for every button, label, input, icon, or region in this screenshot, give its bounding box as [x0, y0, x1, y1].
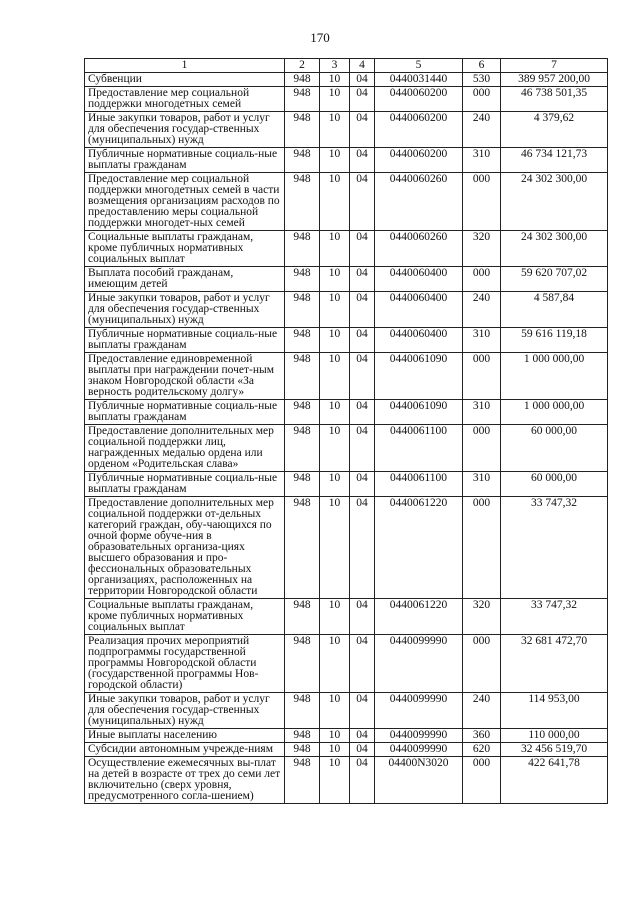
column-header: 3	[320, 59, 350, 73]
column-header: 4	[350, 59, 375, 73]
row-section-cell: 10	[320, 353, 350, 400]
row-admin-code-cell: 948	[285, 148, 320, 173]
row-expense-type-cell: 310	[463, 148, 501, 173]
row-subsection-cell: 04	[350, 729, 375, 743]
row-target-code-cell: 0440061100	[375, 425, 463, 472]
row-subsection-cell: 04	[350, 173, 375, 231]
row-name-cell: Предоставление дополнительных мер социальной поддержки лиц, награжденных медалью ордена или орденом «Родительская слава»	[85, 425, 285, 472]
row-section-cell: 10	[320, 425, 350, 472]
row-target-code-cell: 0440099990	[375, 743, 463, 757]
row-subsection-cell: 04	[350, 292, 375, 328]
row-subsection-cell: 04	[350, 73, 375, 87]
row-section-cell: 10	[320, 87, 350, 112]
row-subsection-cell: 04	[350, 112, 375, 148]
row-admin-code-cell: 948	[285, 693, 320, 729]
table-row	[85, 497, 608, 599]
row-section-cell: 10	[320, 267, 350, 292]
table-row	[85, 112, 608, 148]
page-number: 170	[310, 30, 330, 45]
row-admin-code-cell: 948	[285, 472, 320, 497]
row-subsection-cell: 04	[350, 148, 375, 173]
row-target-code-cell: 0440061090	[375, 400, 463, 425]
row-expense-type-cell: 240	[463, 112, 501, 148]
row-name-cell: Предоставление мер социальной поддержки многодетных семей	[85, 87, 285, 112]
row-expense-type-cell: 000	[463, 497, 501, 599]
table-header-row	[85, 59, 608, 73]
row-name-cell: Публичные нормативные социаль-ные выплаты гражданам	[85, 472, 285, 497]
row-amount-cell: 32 456 519,70	[501, 743, 608, 757]
row-name-cell: Осуществление ежемесячных вы-плат на детей в возрасте от трех до семи лет включительно (сверх уровня, предусмотренного согла-шением)	[85, 757, 285, 804]
row-name-cell: Субсидии автономным учрежде-ниям	[85, 743, 285, 757]
row-target-code-cell: 0440060400	[375, 292, 463, 328]
row-name-cell: Иные закупки товаров, работ и услуг для обеспечения государ-ственных (муниципальных) нужд	[85, 112, 285, 148]
table-row	[85, 757, 608, 804]
row-name-cell: Иные закупки товаров, работ и услуг для обеспечения государ-ственных (муниципальных) нужд	[85, 693, 285, 729]
row-expense-type-cell: 000	[463, 353, 501, 400]
row-name-cell: Социальные выплаты гражданам, кроме публичных нормативных социальных выплат	[85, 231, 285, 267]
row-section-cell: 10	[320, 729, 350, 743]
row-expense-type-cell: 310	[463, 400, 501, 425]
row-target-code-cell: 0440060260	[375, 173, 463, 231]
row-admin-code-cell: 948	[285, 425, 320, 472]
row-expense-type-cell: 530	[463, 73, 501, 87]
table-row	[85, 425, 608, 472]
row-name-cell: Предоставление единовременной выплаты при награждении почет-ным знаком Новгородской области «За верность родительскому долгу»	[85, 353, 285, 400]
row-name-cell: Предоставление мер социальной поддержки многодетных семей в части возмещения организациям расходов по предоставлению меры социальной поддержки многодет-ных семей	[85, 173, 285, 231]
row-amount-cell: 389 957 200,00	[501, 73, 608, 87]
row-subsection-cell: 04	[350, 353, 375, 400]
row-expense-type-cell: 360	[463, 729, 501, 743]
row-admin-code-cell: 948	[285, 112, 320, 148]
row-expense-type-cell: 000	[463, 425, 501, 472]
row-subsection-cell: 04	[350, 425, 375, 472]
row-section-cell: 10	[320, 292, 350, 328]
row-target-code-cell: 0440060200	[375, 148, 463, 173]
row-target-code-cell: 0440099990	[375, 635, 463, 693]
row-name-cell: Социальные выплаты гражданам, кроме публичных нормативных социальных выплат	[85, 599, 285, 635]
row-target-code-cell: 0440099990	[375, 693, 463, 729]
column-header: 2	[285, 59, 320, 73]
row-name-cell: Субвенции	[85, 73, 285, 87]
row-amount-cell: 33 747,32	[501, 599, 608, 635]
row-admin-code-cell: 948	[285, 497, 320, 599]
row-admin-code-cell: 948	[285, 729, 320, 743]
row-amount-cell: 24 302 300,00	[501, 173, 608, 231]
table-row	[85, 231, 608, 267]
table-row	[85, 693, 608, 729]
row-admin-code-cell: 948	[285, 231, 320, 267]
row-amount-cell: 32 681 472,70	[501, 635, 608, 693]
row-amount-cell: 24 302 300,00	[501, 231, 608, 267]
row-subsection-cell: 04	[350, 497, 375, 599]
column-header: 6	[463, 59, 501, 73]
row-name-cell: Публичные нормативные социаль-ные выплаты гражданам	[85, 328, 285, 353]
row-section-cell: 10	[320, 693, 350, 729]
table-row	[85, 400, 608, 425]
row-expense-type-cell: 320	[463, 231, 501, 267]
row-expense-type-cell: 240	[463, 292, 501, 328]
row-amount-cell: 59 616 119,18	[501, 328, 608, 353]
row-section-cell: 10	[320, 148, 350, 173]
table-row	[85, 729, 608, 743]
row-target-code-cell: 0440061220	[375, 497, 463, 599]
row-admin-code-cell: 948	[285, 353, 320, 400]
row-admin-code-cell: 948	[285, 173, 320, 231]
row-target-code-cell: 0440099990	[375, 729, 463, 743]
row-target-code-cell: 0440031440	[375, 73, 463, 87]
row-subsection-cell: 04	[350, 635, 375, 693]
row-target-code-cell: 0440061220	[375, 599, 463, 635]
table-row	[85, 599, 608, 635]
row-target-code-cell: 0440060200	[375, 87, 463, 112]
row-subsection-cell: 04	[350, 400, 375, 425]
row-name-cell: Предоставление дополнительных мер социальной поддержки от-дельных категорий граждан, обу-чающихся по очной форме обуче-ния в образовательных организа-циях высшего образования и про-фессиональных образовательных организациях, расположенных на территории Новгородской области	[85, 497, 285, 599]
row-expense-type-cell: 310	[463, 472, 501, 497]
row-subsection-cell: 04	[350, 472, 375, 497]
row-target-code-cell: 0440060400	[375, 328, 463, 353]
row-admin-code-cell: 948	[285, 400, 320, 425]
row-target-code-cell: 04400N3020	[375, 757, 463, 804]
column-header: 1	[85, 59, 285, 73]
column-header: 5	[375, 59, 463, 73]
row-expense-type-cell: 310	[463, 328, 501, 353]
column-header: 7	[501, 59, 608, 73]
table-row	[85, 87, 608, 112]
row-target-code-cell: 0440061090	[375, 353, 463, 400]
row-amount-cell: 110 000,00	[501, 729, 608, 743]
row-admin-code-cell: 948	[285, 292, 320, 328]
row-name-cell: Выплата пособий гражданам, имеющим детей	[85, 267, 285, 292]
row-section-cell: 10	[320, 497, 350, 599]
row-section-cell: 10	[320, 73, 350, 87]
row-admin-code-cell: 948	[285, 328, 320, 353]
row-amount-cell: 1 000 000,00	[501, 353, 608, 400]
row-subsection-cell: 04	[350, 328, 375, 353]
row-amount-cell: 4 587,84	[501, 292, 608, 328]
row-subsection-cell: 04	[350, 757, 375, 804]
row-name-cell: Публичные нормативные социаль-ные выплаты гражданам	[85, 400, 285, 425]
row-name-cell: Иные закупки товаров, работ и услуг для обеспечения государ-ственных (муниципальных) нужд	[85, 292, 285, 328]
table-row	[85, 472, 608, 497]
row-section-cell: 10	[320, 635, 350, 693]
row-expense-type-cell: 000	[463, 173, 501, 231]
row-section-cell: 10	[320, 743, 350, 757]
table-row	[85, 292, 608, 328]
budget-table	[84, 58, 608, 804]
row-amount-cell: 59 620 707,02	[501, 267, 608, 292]
row-admin-code-cell: 948	[285, 267, 320, 292]
row-section-cell: 10	[320, 112, 350, 148]
row-amount-cell: 114 953,00	[501, 693, 608, 729]
row-subsection-cell: 04	[350, 599, 375, 635]
row-amount-cell: 422 641,78	[501, 757, 608, 804]
row-amount-cell: 60 000,00	[501, 472, 608, 497]
row-section-cell: 10	[320, 231, 350, 267]
row-target-code-cell: 0440060400	[375, 267, 463, 292]
table-row	[85, 743, 608, 757]
row-amount-cell: 1 000 000,00	[501, 400, 608, 425]
table-row	[85, 173, 608, 231]
row-target-code-cell: 0440061100	[375, 472, 463, 497]
row-section-cell: 10	[320, 328, 350, 353]
row-amount-cell: 60 000,00	[501, 425, 608, 472]
table-row	[85, 353, 608, 400]
row-name-cell: Публичные нормативные социаль-ные выплаты гражданам	[85, 148, 285, 173]
row-expense-type-cell: 000	[463, 635, 501, 693]
row-expense-type-cell: 000	[463, 757, 501, 804]
row-admin-code-cell: 948	[285, 599, 320, 635]
row-amount-cell: 46 734 121,73	[501, 148, 608, 173]
table-row	[85, 73, 608, 87]
row-section-cell: 10	[320, 472, 350, 497]
row-admin-code-cell: 948	[285, 73, 320, 87]
row-amount-cell: 33 747,32	[501, 497, 608, 599]
row-section-cell: 10	[320, 173, 350, 231]
row-subsection-cell: 04	[350, 267, 375, 292]
row-admin-code-cell: 948	[285, 635, 320, 693]
row-admin-code-cell: 948	[285, 743, 320, 757]
row-expense-type-cell: 000	[463, 87, 501, 112]
row-subsection-cell: 04	[350, 231, 375, 267]
row-section-cell: 10	[320, 599, 350, 635]
row-section-cell: 10	[320, 757, 350, 804]
table-row	[85, 635, 608, 693]
row-subsection-cell: 04	[350, 743, 375, 757]
row-admin-code-cell: 948	[285, 757, 320, 804]
row-section-cell: 10	[320, 400, 350, 425]
table-row	[85, 267, 608, 292]
row-amount-cell: 46 738 501,35	[501, 87, 608, 112]
row-expense-type-cell: 240	[463, 693, 501, 729]
row-expense-type-cell: 000	[463, 267, 501, 292]
row-target-code-cell: 0440060260	[375, 231, 463, 267]
row-expense-type-cell: 620	[463, 743, 501, 757]
row-subsection-cell: 04	[350, 87, 375, 112]
row-amount-cell: 4 379,62	[501, 112, 608, 148]
row-subsection-cell: 04	[350, 693, 375, 729]
row-target-code-cell: 0440060200	[375, 112, 463, 148]
table-row	[85, 148, 608, 173]
row-admin-code-cell: 948	[285, 87, 320, 112]
row-name-cell: Реализация прочих мероприятий подпрограммы государственной программы Новгородской области (государственной программы Нов-городской области)	[85, 635, 285, 693]
row-expense-type-cell: 320	[463, 599, 501, 635]
table-row	[85, 328, 608, 353]
row-name-cell: Иные выплаты населению	[85, 729, 285, 743]
